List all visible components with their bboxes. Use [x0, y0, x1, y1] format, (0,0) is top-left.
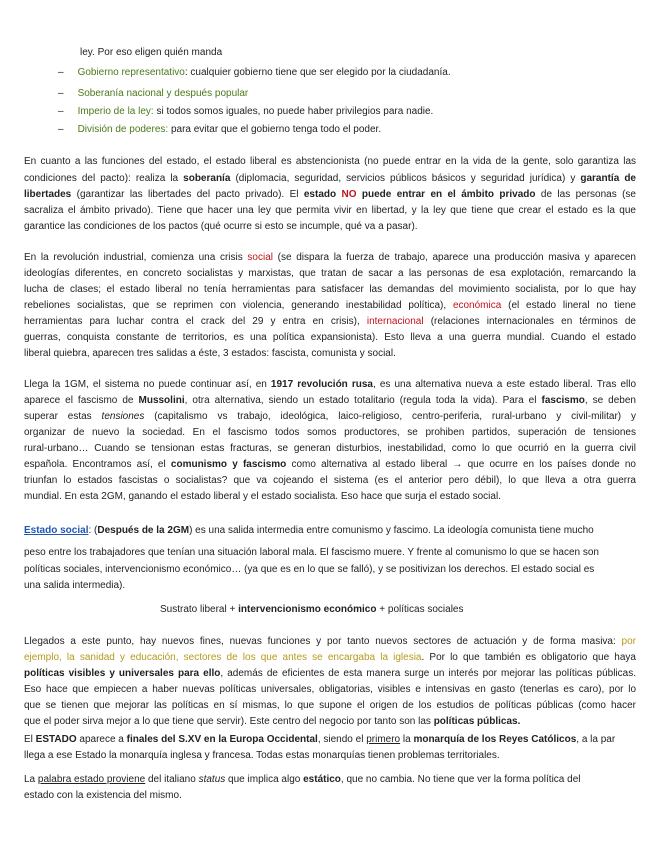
list-item [58, 123, 381, 136]
list-item [58, 87, 248, 100]
paragraph-line: En cuanto a las funciones del estado, el estado liberal es abstencionista (no puede entrar en la vida de la gente, solo garantiza las [24, 156, 636, 167]
paragraph-line: peso entre los trabajadores que tenían una situación laboral mala. El fascismo muere. Y frente al comunismo lo que se hacen son [24, 547, 599, 558]
paragraph-line: herramientas para luchar contra el crack del 29 y entra en crisis), internacional (relaciones internacionales en términos de [24, 316, 636, 327]
paragraph-line: políticas visibles y universales para ello, además de eficientes de esta manera surge un interés por mejorar las políticas públicas. [24, 668, 636, 679]
list-text: : cualquier gobierno tiene que ser elegido por la ciudadanía. [184, 67, 451, 78]
bullet-dash: – [58, 88, 64, 99]
paragraph-line: que el poder sirva mejor a lo que tiene que servir). Este centro del negocio por tanto son las políticas públicas. [24, 716, 521, 727]
paragraph-line: garantice las condiciones de los pactos (qué ocurre si esto se incumple, qué va a pasar). [24, 221, 418, 232]
list-text: para evitar que el gobierno tenga todo el poder. [168, 124, 382, 135]
list-item [58, 66, 451, 79]
bullet-dash: – [58, 106, 64, 117]
paragraph-line: ideologías diferentes, en concreto socialistas y marxistas, que tratan de sacar a las personas de esa explotación, remarcando la [24, 268, 636, 279]
text-line: ley. Por eso eligen quién manda [80, 47, 223, 58]
paragraph-line: llega a ese Estado la monarquía inglesa y francesa. Todas estas monarquías tienen problemas territoriales. [24, 750, 500, 761]
paragraph-line: mundial. En esta 2GM, ganando el estado liberal y el estado socialista. Eso hace que surja el estado social. [24, 491, 501, 502]
list-text: si todos somos iguales, no puede haber privilegios para nadie. [153, 106, 434, 117]
bullet-dash: – [58, 67, 64, 78]
paragraph-line: una salida intermedia). [24, 580, 126, 591]
paragraph-line: rural-urbano… Cuando se tensionan estas fracturas, se generan disturbios, inestabilidad, como lo que ocurrió en la guerra civil [24, 443, 636, 454]
paragraph-line: sacraliza el ámbito privado). Tiene que hacer una ley que permita vivir en libertad, y la ley que tiene que crear el estado es la que [24, 205, 636, 216]
estado-social-link[interactable]: Estado social [24, 525, 89, 536]
paragraph-line: Llega la 1GM, el sistema no puede continuar así, en 1917 revolución rusa, es una alternativa nueva a este estado liberal. Tras ello [24, 379, 637, 390]
paragraph-line: guerras, conquista constante de territorios, es una política expansionista). Esto lleva a una guerra mundial. Cuando el estado [24, 332, 636, 343]
paragraph-line: En la revolución industrial, comienza una crisis social (se dispara la fuerza de trabajo, aparece una producción masiva y aparecen [24, 252, 636, 263]
list-item [58, 105, 433, 118]
paragraph-line: rebeliones socialistas, que se reprimen con violencia, generando inestabilidad política), económica (el estado lineral no tiene [24, 300, 636, 311]
paragraph-line: aparece el fascismo de Mussolini, otra alternativa, siendo un estado totalitario (regula toda la vida). Para el fascismo, se deben [24, 395, 636, 406]
list-term: Soberanía nacional y después popular [77, 88, 249, 99]
list-term: Imperio de la ley: [77, 106, 154, 117]
paragraph-line: libertades (garantizar las libertades del pacto privado). El estado NO puede entrar en el ámbito privado de las personas (se [24, 189, 636, 200]
paragraph-line: Eso hace que empiecen a haber nuevas políticas universales, obligatorias, visibles e intensivas en gasto (tenerlas es caro), por lo [24, 684, 636, 695]
paragraph-line: triunfan lo estados fascistas o socialistas? que va cojeando el sistema (es el anterior pero débil), lo que lleva a otra guerra [24, 475, 636, 486]
paragraph-line: lucha de clases; el estado liberal no tenía herramientas para satisfacer las demandas del movimiento socialista, por lo que hay [24, 284, 636, 295]
formula-line: Sustrato liberal + intervencionismo económico + políticas sociales [160, 604, 464, 615]
paragraph-line: Estado social: (Después de la 2GM) es una salida intermedia entre comunismo y fascimo. La ideología comunista tiene mucho [24, 525, 594, 536]
paragraph-line: liberal quiebra, aparecen tres salidas a éste, 3 estados: fascista, comunista y social. [24, 348, 396, 359]
paragraph-line: Llegados a este punto, hay nuevos fines, nuevas funciones y por tanto nuevos sectores de actuación y de forma masiva: por [24, 636, 636, 647]
paragraph-line: organizar de nuevo la sociedad. En el fascismo todos somos productores, se prohiben partidos, superación de tensiones [24, 427, 636, 438]
paragraph-line: condiciones del pacto): realiza la soberanía (diplomacia, seguridad, servicios públicos básicos y seguridad jurídica) y garantía de [24, 173, 636, 184]
paragraph-line: políticas sociales, intervencionismo económico… (ya que es en lo que se falló), y se positivizan los derechos. El estado social es [24, 564, 595, 575]
paragraph-line: La palabra estado proviene del italiano status que implica algo estático, que no cambia. No tiene que ver la forma política del [24, 774, 581, 785]
bullet-dash: – [58, 124, 64, 135]
list-term: División de poderes: [77, 124, 169, 135]
paragraph-line: El ESTADO aparece a finales del S.XV en la Europa Occidental, siendo el primero la monarquía de los Reyes Católicos, a la par [24, 734, 616, 745]
paragraph-line: española. Encontramos así, el comunismo y fascismo como alternativa al estado liberal → que ocurre en los países donde no [24, 459, 636, 470]
list-term: Gobierno representativo [77, 67, 185, 78]
paragraph-line: superar estas tensiones (capitalismo vs trabajo, ideológica, laico-religioso, centro-periferia, rural-urbano y civil-militar) y [24, 411, 636, 422]
paragraph-line: que se tienen que mejorar las políticas en sí mismas, lo que supone el origen de los estudios de políticas públicas (como hacer [24, 700, 636, 711]
paragraph-line: estado con la existencia del mismo. [24, 790, 182, 801]
paragraph-line: ejemplo, la sanidad y educación, sectores de los que antes se encargaba la iglesia. Por lo que también es obligatorio que haya [24, 652, 636, 663]
